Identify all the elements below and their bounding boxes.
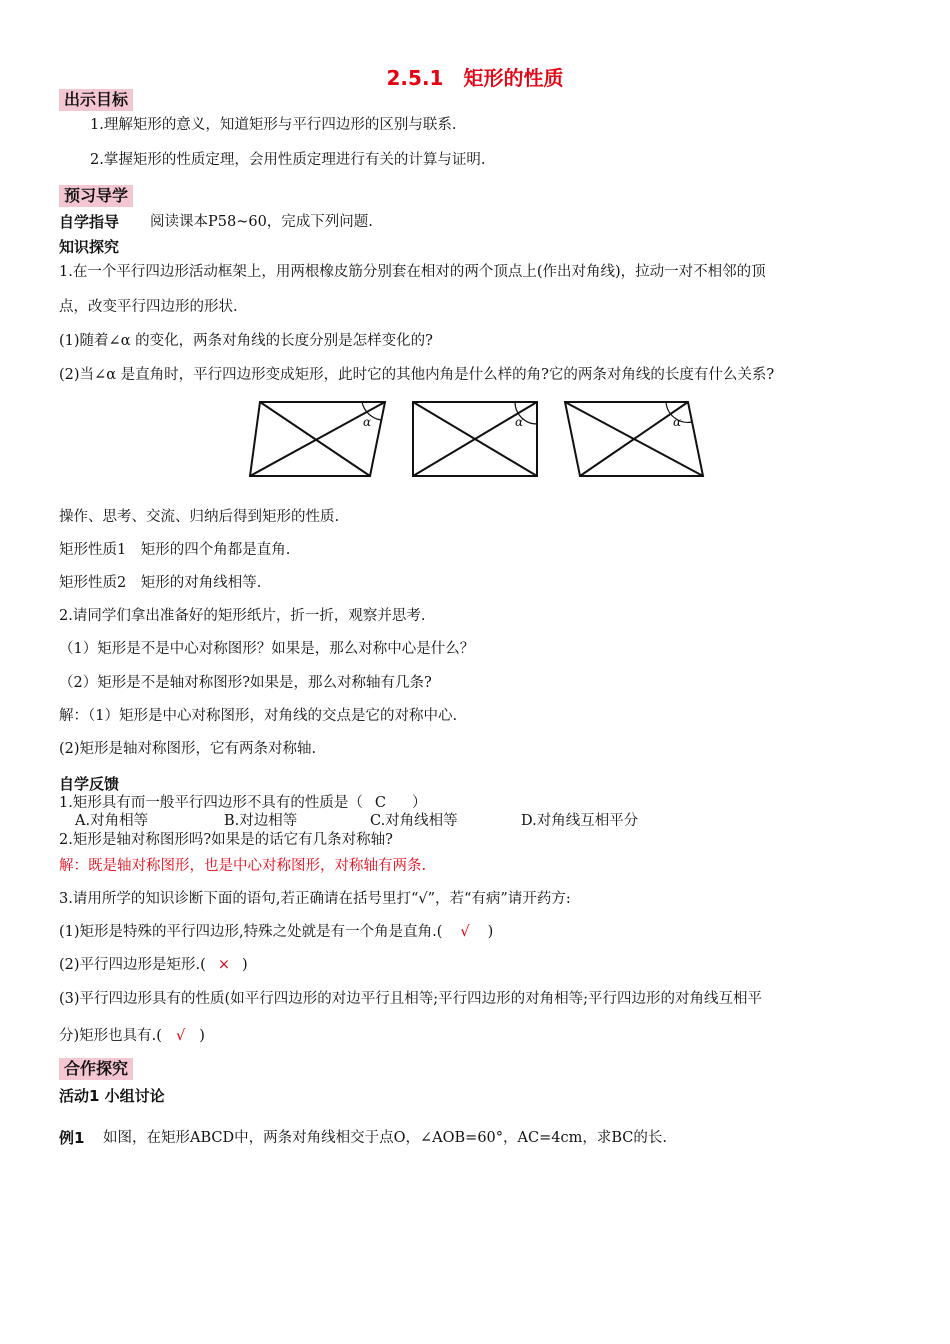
- answer-line-2: (2)矩形是轴对称图形，它有两条对称轴.: [59, 741, 317, 757]
- feedback-question-1-close: ）: [411, 795, 427, 811]
- figure-parallelogram-1: [250, 402, 385, 476]
- q3-item-1-text: (1)矩形是特殊的平行四边形,特殊之处就是有一个角是直角.(: [59, 924, 443, 940]
- summary-text: 操作、思考、交流、归纳后得到矩形的性质.: [59, 509, 340, 525]
- figure-parallelogram-3: [565, 402, 703, 476]
- question-1-sub1: (1)随着∠α 的变化，两条对角线的长度分别是怎样变化的?: [59, 333, 433, 349]
- section-badge-cooperation: 合作探究: [59, 1058, 133, 1080]
- property-1: 矩形性质1 矩形的四个角都是直角.: [59, 542, 291, 558]
- guide-label: 自学指导: [59, 213, 120, 231]
- section-badge-preview: 预习导学: [59, 185, 133, 207]
- check-mark: √: [175, 1028, 186, 1044]
- property-2: 矩形性质2 矩形的对角线相等.: [59, 575, 262, 591]
- goal-item-2: 2.掌握矩形的性质定理，会用性质定理进行有关的计算与证明.: [90, 152, 486, 168]
- question-2: 2.请同学们拿出准备好的矩形纸片，折一折，观察并思考.: [59, 608, 426, 624]
- example-text: 如图，在矩形ABCD中，两条对角线相交于点O，∠AOB=60°，AC=4cm，求BC的长.: [103, 1130, 667, 1146]
- q3-item-3-close: ): [199, 1028, 205, 1044]
- feedback-question-1-text: 1.矩形具有而一般平行四边形不具有的性质是（: [59, 795, 363, 811]
- feedback-question-3-item-3-line1: (3)平行四边形具有的性质(如平行四边形的对边平行且相等;平行四边形的对角相等;平行四边形的对角线互相平: [59, 991, 762, 1007]
- feedback-question-1: [59, 793, 426, 813]
- cross-mark: ×: [217, 957, 230, 973]
- question-2-sub1: （1）矩形是不是中心对称图形？如果是，那么对称中心是什么？: [59, 641, 475, 657]
- option-b: B.对边相等: [224, 813, 298, 829]
- feedback-question-3: 3.请用所学的知识诊断下面的语句,若正确请在括号里打“√”，若“有病”请开药方:: [59, 891, 571, 907]
- feedback-question-3-item-1: [59, 922, 493, 942]
- section-badge-goals: 出示目标: [59, 89, 133, 111]
- angle-label-3: α: [673, 415, 682, 429]
- feedback-answer-2: 解：既是轴对称图形，也是中心对称图形，对称轴有两条.: [59, 858, 427, 874]
- example-label: 例1: [59, 1129, 85, 1147]
- option-a: A.对角相等: [75, 813, 149, 829]
- option-d: D.对角线互相平分: [521, 813, 639, 829]
- q3-item-2-close: ): [241, 957, 248, 973]
- answer-line-1: 解：（1）矩形是中心对称图形，对角线的交点是它的对称中心.: [59, 708, 458, 724]
- explore-label: 知识探究: [59, 238, 120, 256]
- question-1-sub2: (2)当∠α 是直角时，平行四边形变成矩形，此时它的其他内角是什么样的角?它的两条对角线的长度有什么关系?: [59, 367, 775, 383]
- question-1-line1: 1.在一个平行四边形活动框架上，用两根橡皮筋分别套在相对的两个顶点上(作出对角线)，拉动一对不相邻的顶: [59, 264, 766, 280]
- page-title: 2.5.1 矩形的性质: [386, 66, 564, 90]
- feedback-question-2: 2.矩形是轴对称图形吗?如果是的话它有几条对称轴?: [59, 832, 393, 848]
- feedback-question-3-item-2: [59, 955, 248, 975]
- goal-item-1: 1.理解矩形的意义，知道矩形与平行四边形的区别与联系.: [90, 117, 457, 133]
- feedback-label: 自学反馈: [59, 775, 120, 793]
- check-mark: √: [460, 924, 470, 940]
- q3-item-3-text: 分)矩形也具有.(: [59, 1028, 162, 1044]
- angle-label-1: α: [363, 415, 372, 429]
- q3-item-1-close: ): [487, 924, 494, 940]
- q3-item-2-text: (2)平行四边形是矩形.(: [59, 957, 206, 973]
- question-1-line2: 点，改变平行四边形的形状.: [59, 299, 238, 315]
- guide-text: 阅读课本P58~60，完成下列问题.: [150, 214, 373, 230]
- activity-label: 活动1 小组讨论: [59, 1087, 165, 1105]
- angle-label-2: α: [515, 415, 524, 429]
- figure-rectangle-2: [413, 402, 537, 476]
- option-c: C.对角线相等: [370, 813, 458, 829]
- parallelogram-figures: [245, 396, 715, 482]
- question-2-sub2: （2）矩形是不是轴对称图形?如果是，那么对称轴有几条?: [59, 675, 432, 691]
- feedback-question-1-answer: C: [374, 795, 386, 811]
- feedback-question-3-item-3-line2: [59, 1026, 205, 1046]
